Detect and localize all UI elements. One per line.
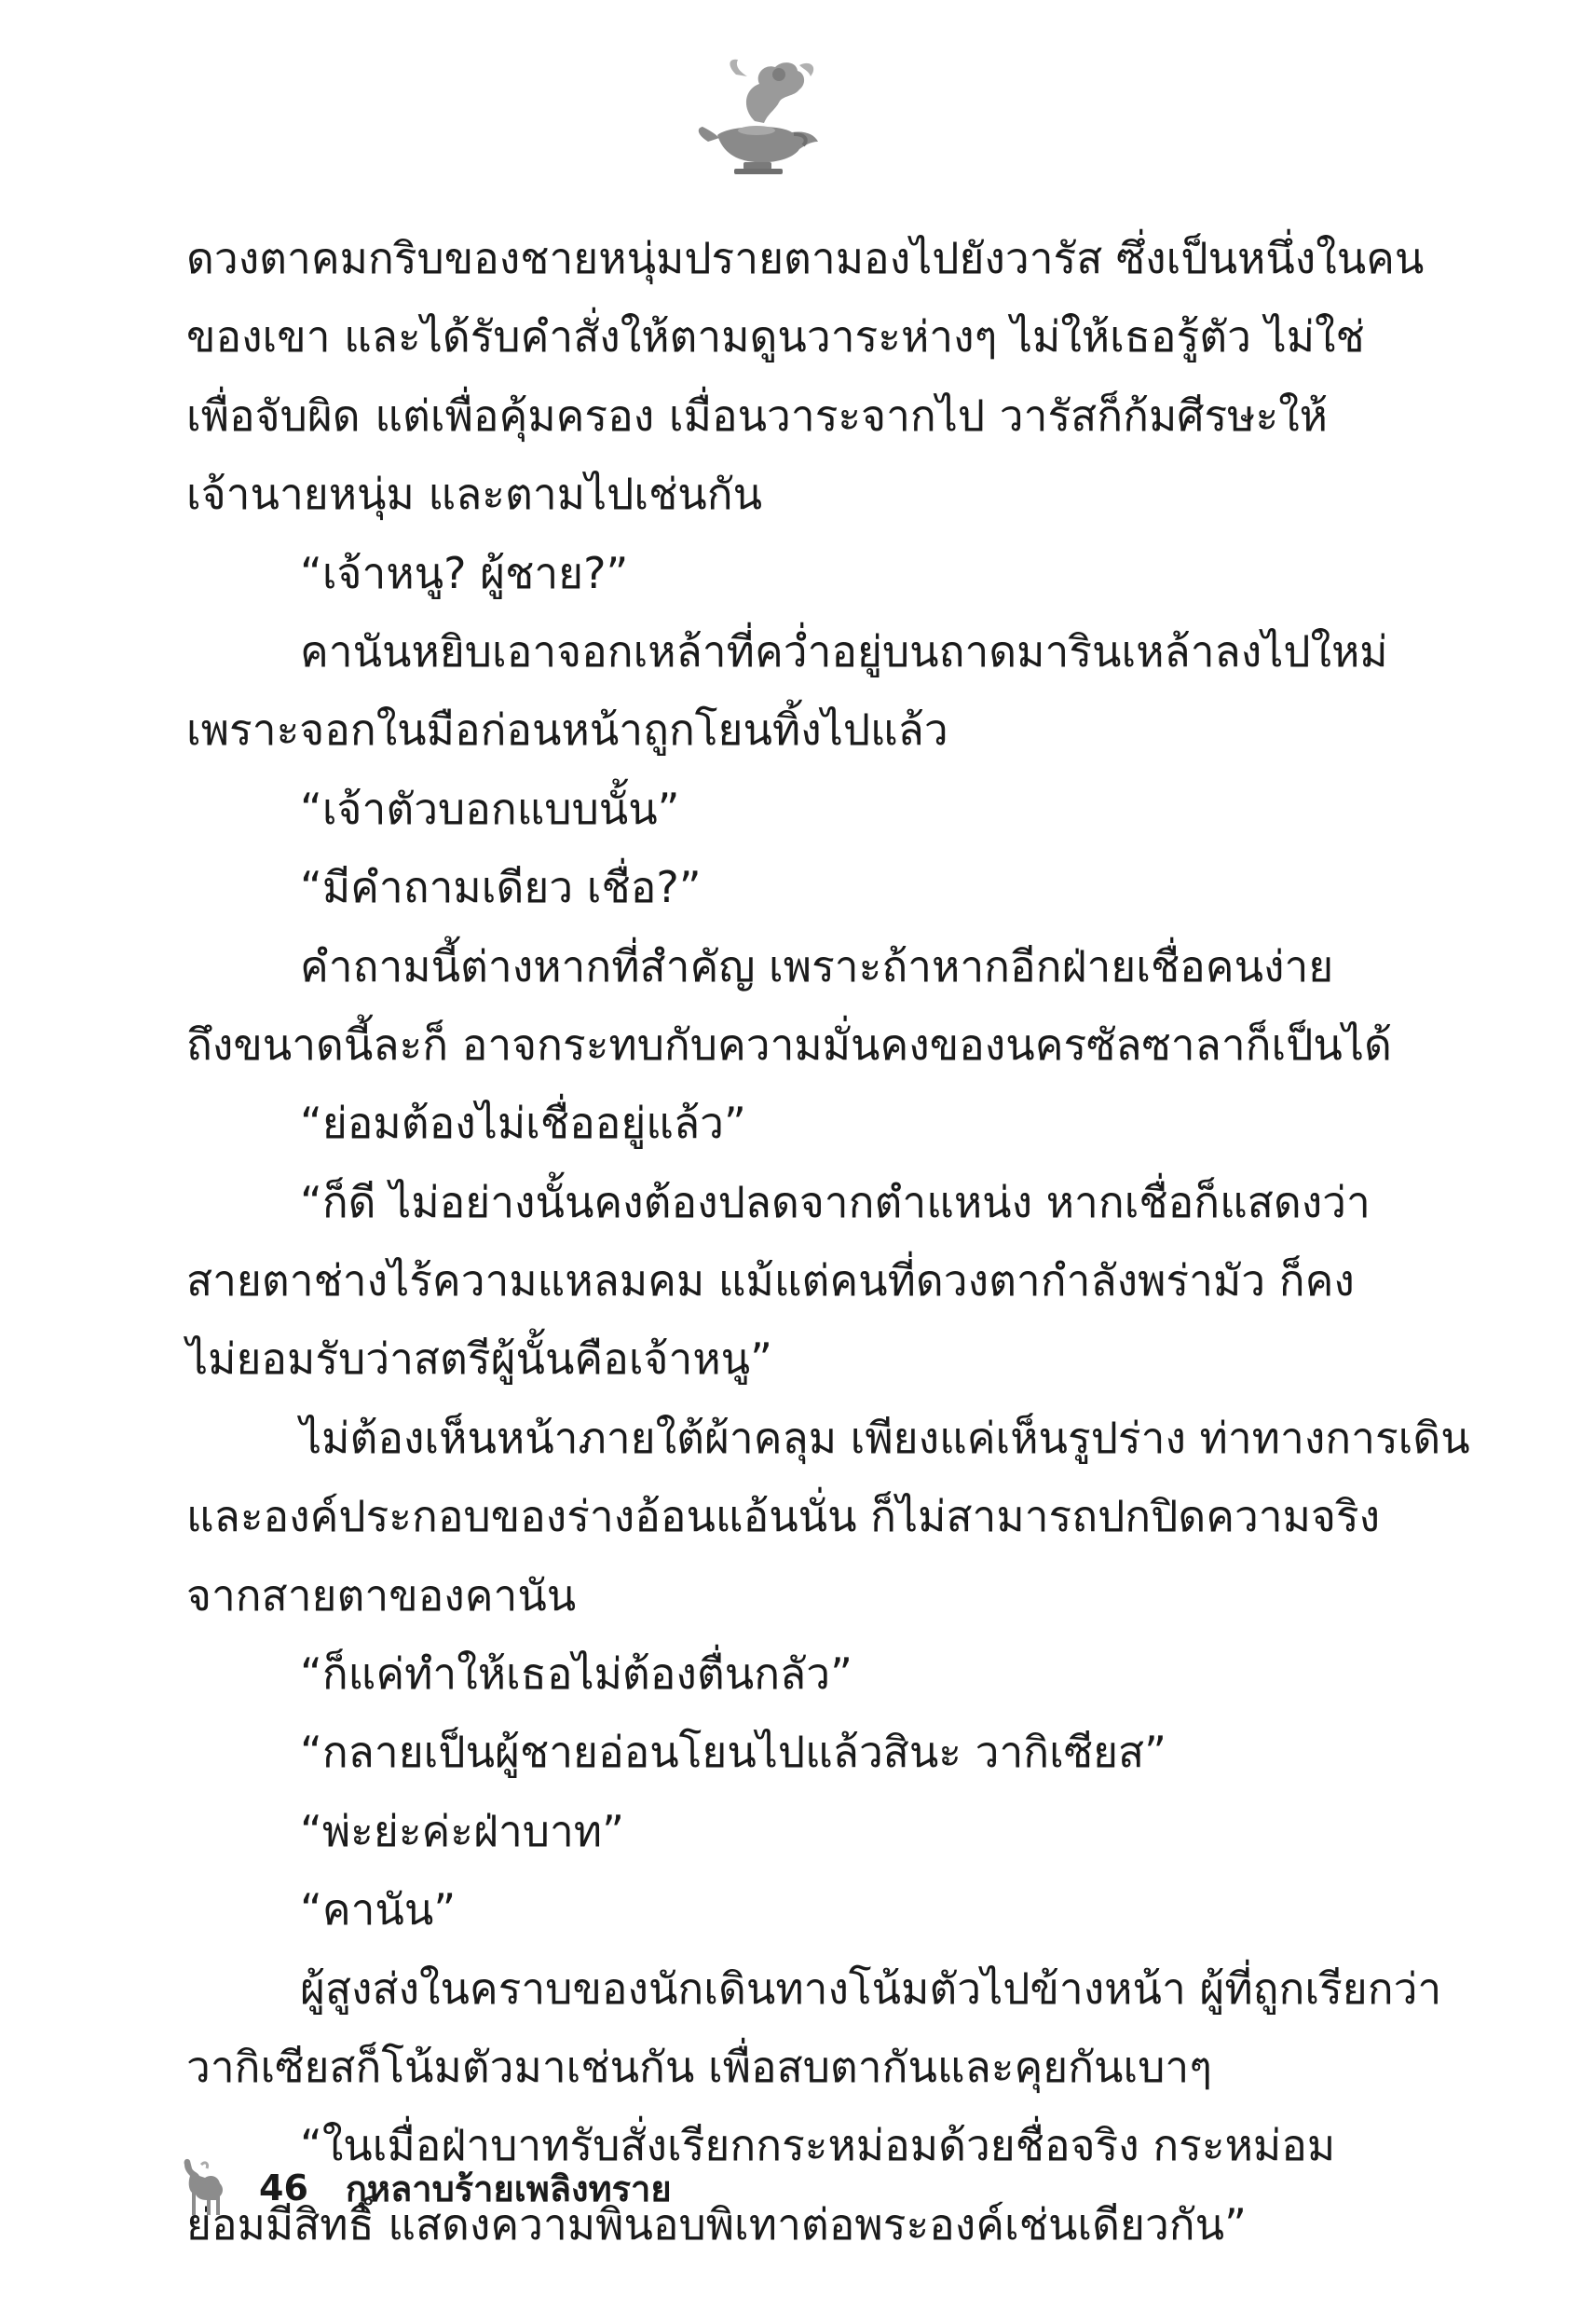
text-line: ของเขา และได้รับคำสั่งให้ตามดูนวาระห่างๆ ไม่ให้เธอรู้ตัว ไม่ใช่ <box>186 311 1365 362</box>
text-line: เพื่อจับผิด แต่เพื่อคุ้มครอง เมื่อนวาระจากไป วารัสก็ก้มศีรษะให้ <box>186 390 1328 441</box>
genie-lamp-icon <box>689 56 829 177</box>
dialogue-line: “ก็ดี ไม่อย่างนั้นคงต้องปลดจากตำแหน่ง หากเชื่อก็แสดงว่า <box>300 1176 1371 1227</box>
text-line: เพราะจอกในมือก่อนหน้าถูกโยนทิ้งไปแล้ว <box>186 704 948 756</box>
page-footer <box>177 2151 672 2225</box>
book-title: กุหลาบร้ายเพลิงทราย <box>345 2167 672 2209</box>
text-line: ไม่ยอมรับว่าสตรีผู้นั้นคือเจ้าหนู” <box>186 1333 772 1385</box>
dialogue-line: “กลายเป็นผู้ชายอ่อนโยนไปแล้วสินะ วากิเซียส” <box>300 1727 1166 1778</box>
dialogue-line: “คานัน” <box>300 1884 457 1935</box>
text-line: คำถามนี้ต่างหากที่สำคัญ เพราะถ้าหากอีกฝ่ายเชื่อคนง่าย <box>300 940 1334 991</box>
camel-icon <box>177 2155 229 2221</box>
dialogue-line: “ย่อมต้องไม่เชื่ออยู่แล้ว” <box>300 1098 746 1149</box>
dialogue-line: “ก็แค่ทำให้เธอไม่ต้องตื่นกลัว” <box>300 1648 853 1700</box>
page-number: 46 <box>259 2167 308 2208</box>
text-line: ถึงขนาดนี้ละก็ อาจกระทบกับความมั่นคงของนครซัลซาลาก็เป็นได้ <box>186 1019 1392 1070</box>
text-line: สายตาช่างไร้ความแหลมคม แม้แต่คนที่ดวงตากำลังพร่ามัว ก็คง <box>186 1255 1355 1306</box>
text-line: เจ้านายหนุ่ม และตามไปเช่นกัน <box>186 469 763 520</box>
dialogue-line: “เจ้าตัวบอกแบบนั้น” <box>300 783 680 834</box>
dialogue-line: “เจ้าหนู? ผู้ชาย?” <box>300 547 629 598</box>
dialogue-line: “ในเมื่อฝ่าบาทรับสั่งเรียกกระหม่อมด้วยชื่อจริง กระหม่อม <box>300 2120 1336 2171</box>
text-line: ผู้สูงส่งในคราบของนักเดินทางโน้มตัวไปข้างหน้า ผู้ที่ถูกเรียกว่า <box>300 1962 1442 2014</box>
text-line: ไม่ต้องเห็นหน้าภายใต้ผ้าคลุม เพียงแค่เห็นรูปร่าง ท่าทางการเดิน <box>300 1412 1470 1463</box>
dialogue-line: “พ่ะย่ะค่ะฝ่าบาท” <box>300 1805 624 1856</box>
dialogue-line: “มีคำถามเดียว เชื่อ?” <box>300 862 702 913</box>
text-line: ย่อมมีสิทธิ์ แสดงความพินอบพิเทาต่อพระองค์เช่นเดียวกัน” <box>186 2198 1247 2249</box>
text-line: ดวงตาคมกริบของชายหนุ่มปรายตามองไปยังวารัส ซึ่งเป็นหนึ่งในคน <box>186 233 1425 283</box>
body-text <box>186 219 1470 2263</box>
text-line: คานันหยิบเอาจอกเหล้าที่คว่ำอยู่บนถาดมารินเหล้าลงไปใหม่ <box>300 625 1388 677</box>
text-line: และองค์ประกอบของร่างอ้อนแอ้นนั่น ก็ไม่สามารถปกปิดความจริง <box>186 1491 1381 1542</box>
text-line: จากสายตาของคานัน <box>186 1569 577 1620</box>
text-line: วากิเซียสก็โน้มตัวมาเช่นกัน เพื่อสบตากันและคุยกันเบาๆ <box>186 2041 1212 2092</box>
